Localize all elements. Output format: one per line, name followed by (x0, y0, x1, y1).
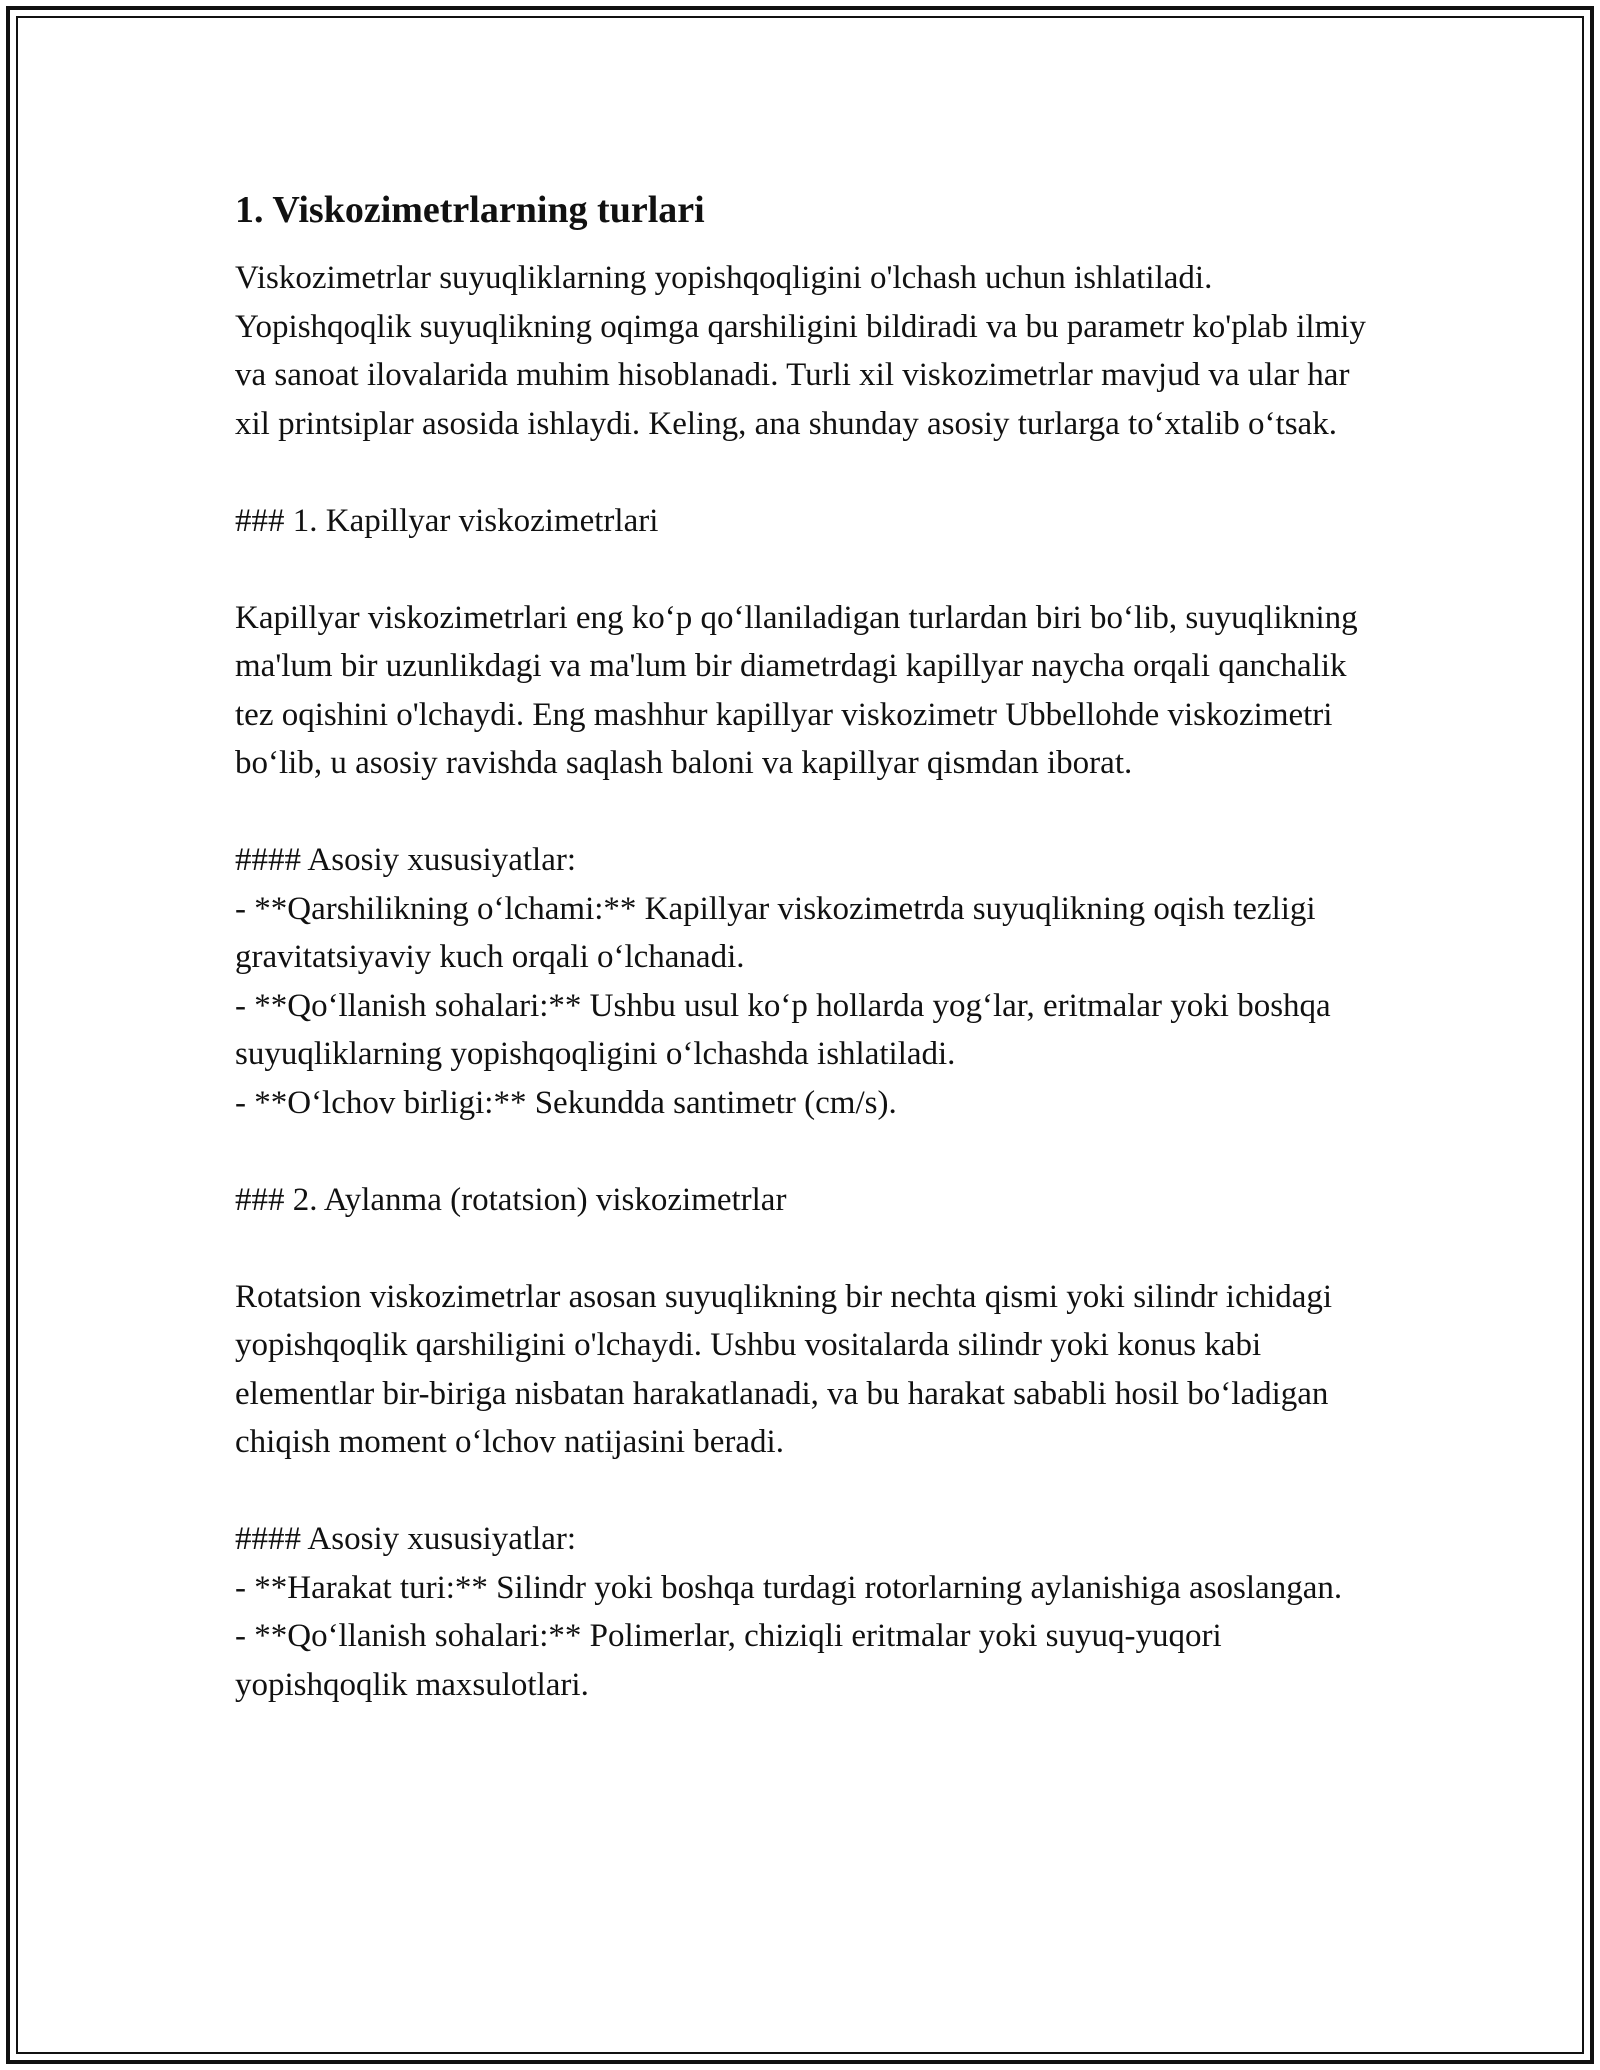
spacer (235, 1467, 1375, 1516)
section-body-rotational: Rotatsion viskozimetrlar asosan suyuqlikning bir nechta qismi yoki silindr ichidagi yopishqoqlik qarshiligini o'lchaydi. Ushbu vositalarda silindr yoki konus kabi elementlar bir-biriga nisbatan harakatlanadi, va bu harakat sababli hosil bo‘ladigan chiqish moment o‘lchov natijasini beradi. (235, 1278, 1333, 1460)
feature-item: - **Harakat turi:** Silindr yoki boshqa turdagi rotorlarning aylanishiga asoslangan. (235, 1569, 1343, 1606)
spacer (235, 1224, 1375, 1273)
document-title: 1. Viskozimetrlarning turlari (235, 189, 705, 231)
spacer (235, 545, 1375, 594)
intro-paragraph: Viskozimetrlar suyuqliklarning yopishqoqligini o'lchash uchun ishlatiladi. Yopishqoqlik suyuqlikning oqimga qarshiligini bildiradi va bu parametr ko'plab ilmiy va sanoat ilovalarida muhim hisoblanadi. Turli xil viskozimetrlar mavjud va ular har xil printsiplar asosida ishlaydi. Keling, ana shunday asosiy turlarga to‘xtalib o‘tsak. (235, 260, 1366, 442)
document-body (235, 186, 1375, 1709)
feature-item: - **Qarshilikning o‘lchami:** Kapillyar viskozimetrda suyuqlikning oqish tezligi gravitatsiyaviy kuch orqali o‘lchanadi. (235, 890, 1316, 975)
feature-item: - **Qo‘llanish sohalari:** Ushbu usul ko‘p hollarda yog‘lar, eritmalar yoki boshqa suyuqliklarning yopishqoqligini o‘lchashda ishlatiladi. (235, 987, 1331, 1072)
feature-item: - **Qo‘llanish sohalari:** Polimerlar, chiziqli eritmalar yoki suyuq-yuqori yopishqoqlik maxsulotlari. (235, 1618, 1222, 1703)
section-heading-capillary: ### 1. Kapillyar viskozimetrlari (235, 502, 659, 539)
spacer (235, 788, 1375, 837)
features-heading-rotational: #### Asosiy xususiyatlar: (235, 1521, 577, 1557)
spacer (235, 448, 1375, 497)
feature-item: - **O‘lchov birligi:** Sekundda santimetr (cm/s). (235, 1084, 897, 1121)
section-heading-rotational: ### 2. Aylanma (rotatsion) viskozimetrlar (235, 1181, 787, 1218)
features-heading-capillary: #### Asosiy xususiyatlar: (235, 842, 577, 878)
section-body-capillary: Kapillyar viskozimetrlari eng ko‘p qo‘llaniladigan turlardan biri bo‘lib, suyuqlikning ma'lum bir uzunlikdagi va ma'lum bir diametrdagi kapillyar naycha orqali qanchalik tez oqishini o'lchaydi. Eng mashhur kapillyar viskozimetr Ubbellohde viskozimetri bo‘lib, u asosiy ravishda saqlash baloni va kapillyar qismdan iborat. (235, 599, 1358, 781)
spacer (235, 1127, 1375, 1176)
